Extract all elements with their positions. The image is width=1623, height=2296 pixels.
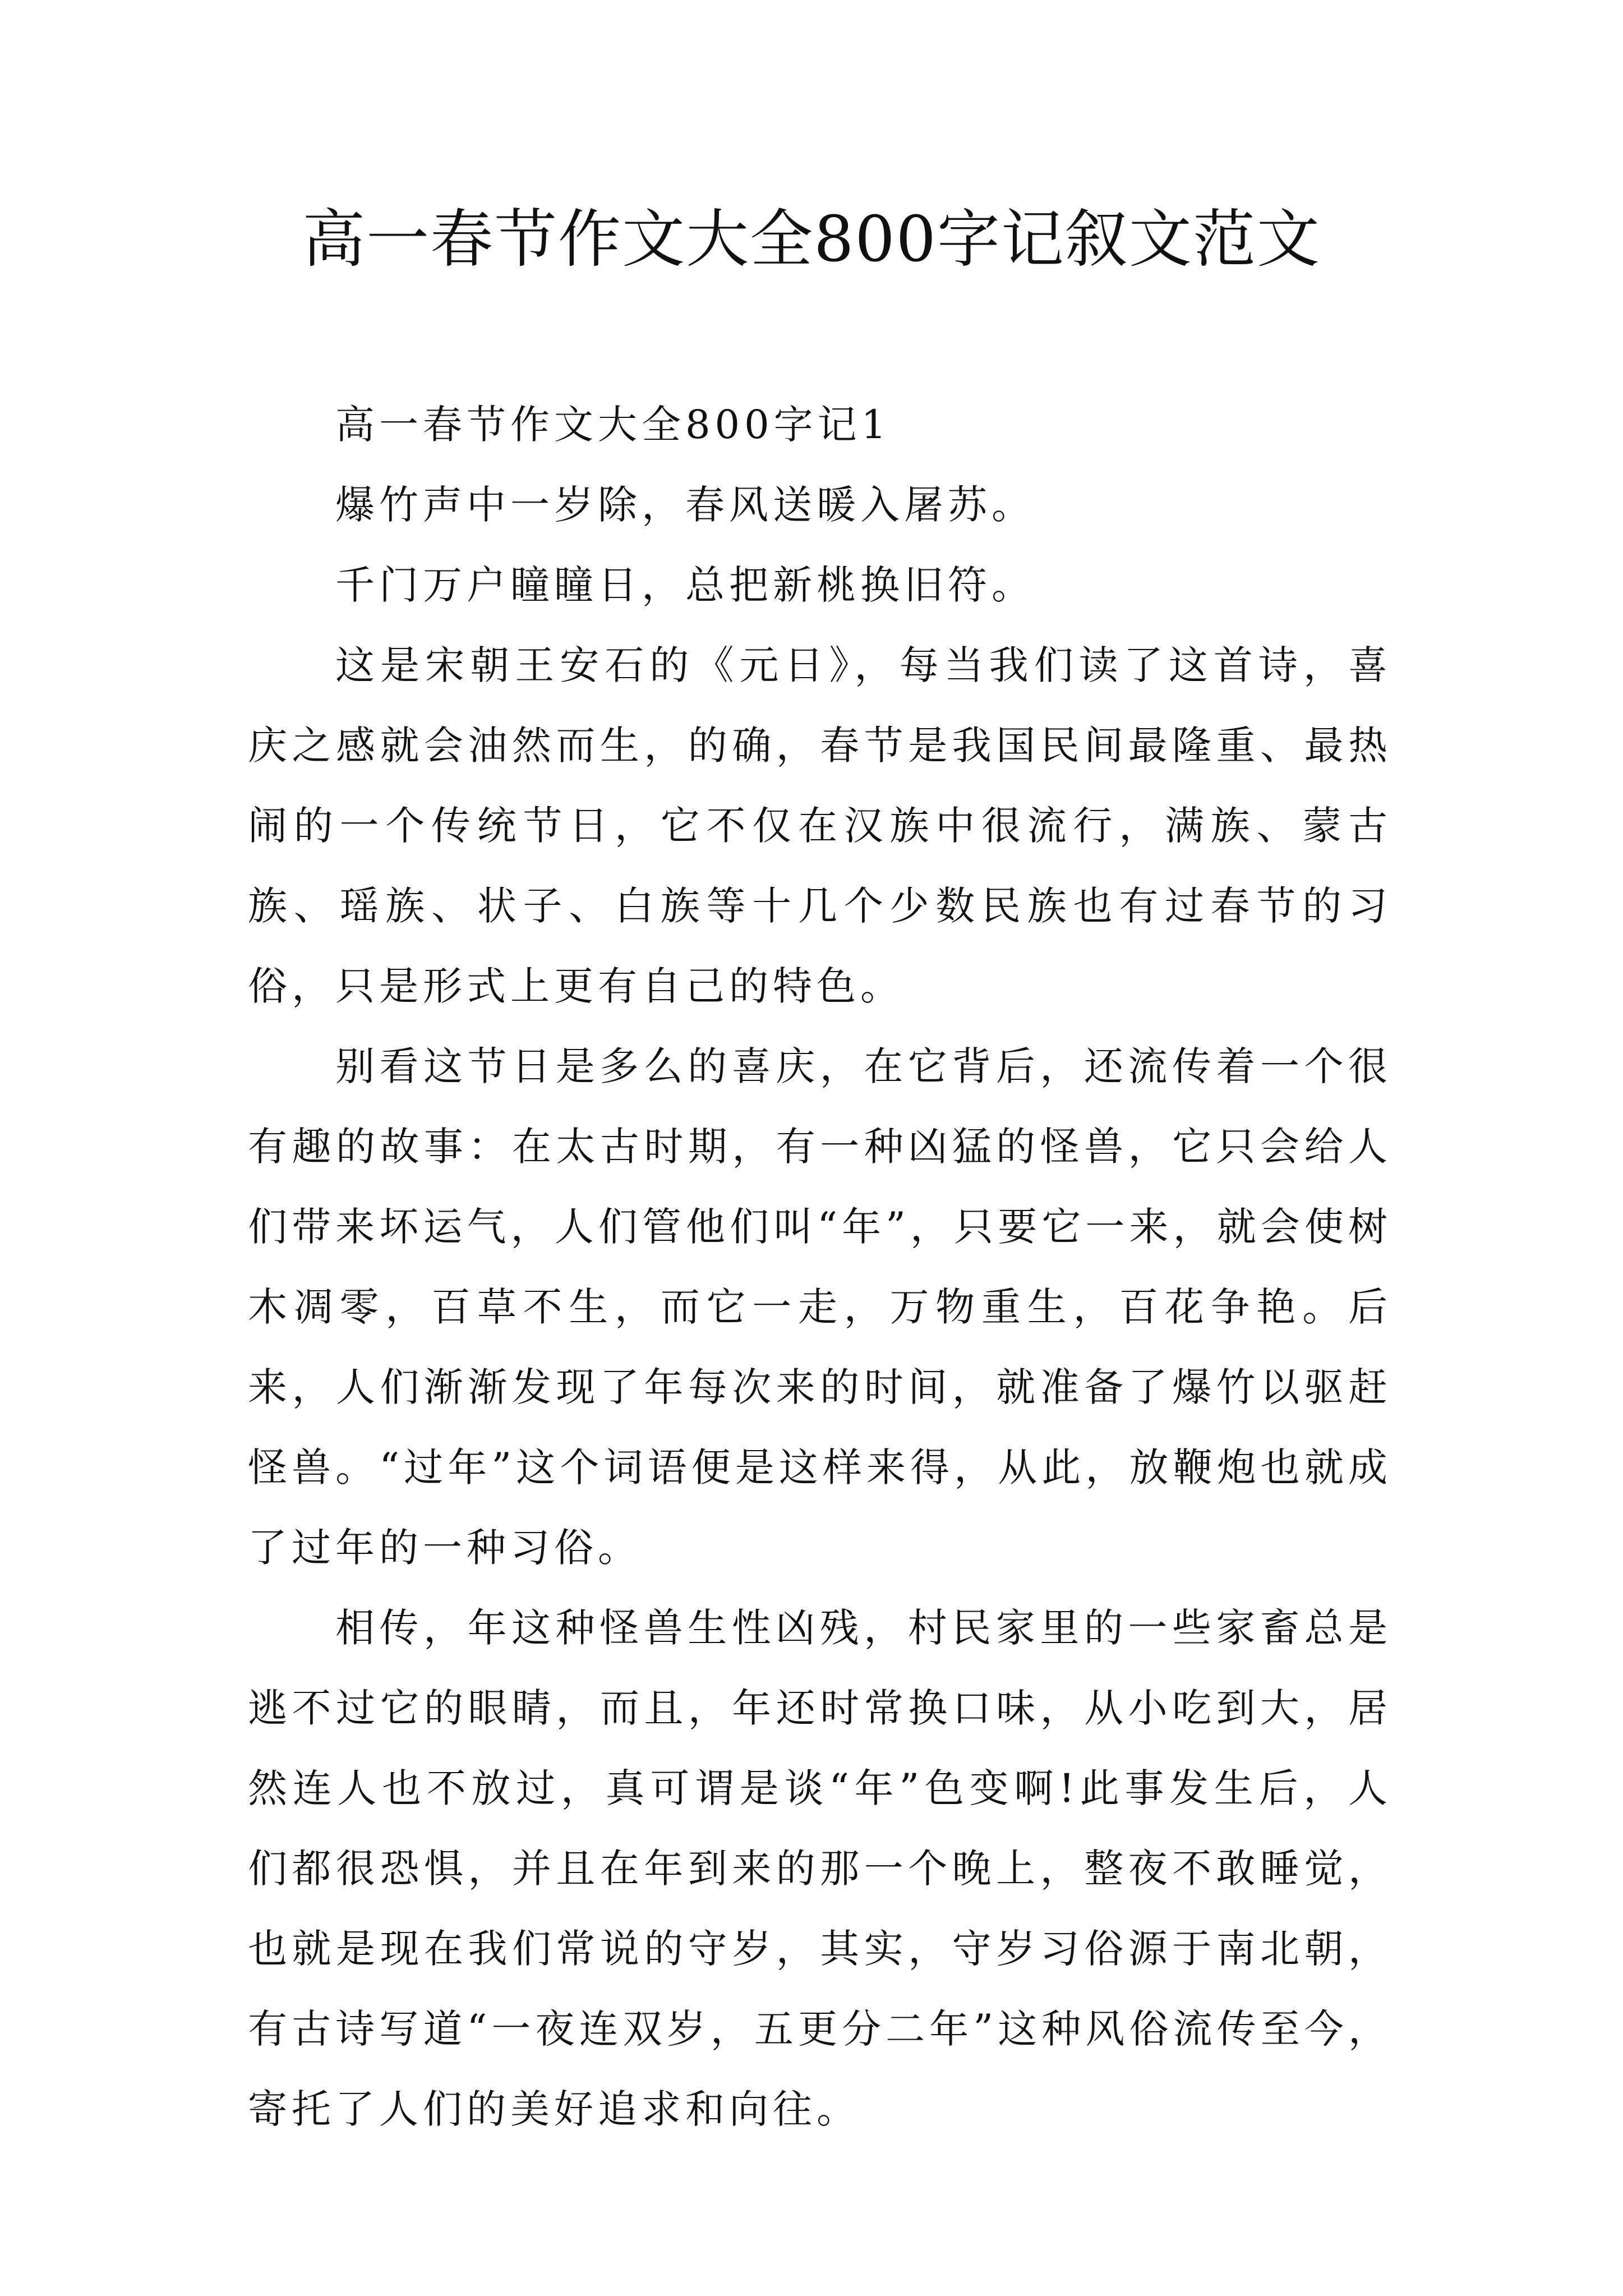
poem-line-2: 千门万户瞳瞳日，总把新桃换旧符。	[335, 562, 1035, 608]
document-title: 高一春节作文大全800字记叙文范文	[302, 203, 1321, 276]
document-body	[248, 385, 1392, 2150]
paragraph: 别看这节日是多么的喜庆，在它背后，还流传着一个很有趣的故事：在太古时期，有一种凶猛的怪兽，它只会给人们带来坏运气，人们管他们叫“年”，只要它一来，就会使树木凋零，百草不生，而它一走，万物重生，百花争艳。后来，人们渐渐发现了年每次来的时间，就准备了爆竹以驱赶怪兽。“过年”这个词语便是这样来得，从此，放鞭炮也就成了过年的一种习俗。	[248, 1043, 1392, 1571]
paragraph-heading: 高一春节作文大全800字记1	[335, 402, 891, 448]
paragraph: 相传，年这种怪兽生性凶残，村民家里的一些家畜总是逃不过它的眼睛，而且，年还时常换口味，从小吃到大，居然连人也不放过，真可谓是谈“年”色变啊!此事发生后，人们都很恐惧，并且在年到来的那一个晚上，整夜不敢睡觉，也就是现在我们常说的守岁，其实，守岁习俗源于南北朝，有古诗写道“一夜连双岁，五更分二年”这种风俗流传至今，寄托了人们的美好追求和向往。	[248, 1605, 1392, 2132]
poem-line-1: 爆竹声中一岁除，春风送暖入屠苏。	[335, 482, 1035, 528]
paragraph: 这是宋朝王安石的《元日》，每当我们读了这首诗，喜庆之感就会油然而生，的确，春节是我国民间最隆重、最热闹的一个传统节日，它不仅在汉族中很流行，满族、蒙古族、瑶族、状子、白族等十几个少数民族也有过春节的习俗，只是形式上更有自己的特色。	[248, 642, 1392, 1009]
